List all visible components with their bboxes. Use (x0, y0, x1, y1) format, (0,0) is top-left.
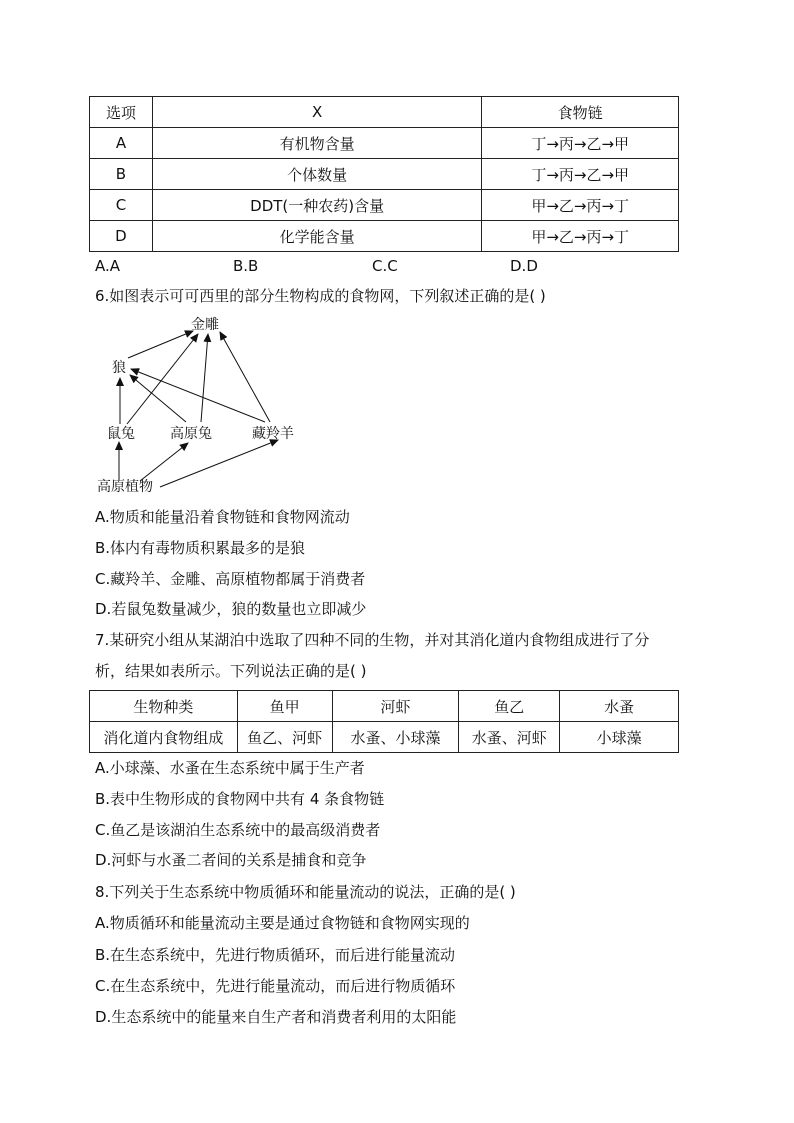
q7-question-line2: 析，结果如表所示。下列说法正确的是( ) (95, 662, 367, 680)
table-cell: 消化道内食物组成 (90, 722, 238, 753)
table-cell: DDT(一种农药)含量 (152, 190, 481, 221)
table-row (90, 722, 679, 753)
table-cell: 有机物含量 (152, 128, 481, 159)
table-cell: C (90, 190, 153, 221)
table-cell: 鱼乙、河虾 (237, 722, 332, 753)
table-header-cell: 生物种类 (90, 691, 238, 722)
table-row (90, 221, 679, 252)
table-cell: 小球藻 (560, 722, 679, 753)
table-header-row (90, 97, 679, 128)
node-antelope: 藏羚羊 (252, 426, 294, 442)
arrow-hare-eagle (201, 334, 208, 422)
table-cell: B (90, 159, 153, 190)
table-header-row (90, 691, 679, 722)
q8-option-c: C.在生态系统中，先进行能量流动，而后进行物质循环 (95, 977, 456, 995)
q7-table (89, 690, 679, 753)
table-cell: 甲→乙→丙→丁 (482, 221, 679, 252)
table-cell: D (90, 221, 153, 252)
q5-option-c: C.C (372, 257, 398, 275)
q7-option-d: D.河虾与水蚤二者间的关系是捕食和竞争 (95, 851, 367, 869)
q5-option-b: B.B (233, 257, 259, 275)
table-cell: 个体数量 (152, 159, 481, 190)
arrow-antelope-eagle (220, 332, 270, 422)
table-header-cell: X (152, 97, 481, 128)
q8-option-a: A.物质循环和能量流动主要是通过食物链和食物网实现的 (95, 914, 470, 932)
q7-question-line1: 7.某研究小组从某湖泊中选取了四种不同的生物，并对其消化道内食物组成进行了分 (95, 631, 650, 649)
table-cell: 化学能含量 (152, 221, 481, 252)
q5-table (89, 96, 679, 252)
q6-option-c: C.藏羚羊、金雕、高原植物都属于消费者 (95, 570, 366, 588)
node-pika: 鼠兔 (107, 426, 135, 442)
food-web-arrows (119, 331, 278, 487)
table-header-cell: 选项 (90, 97, 153, 128)
q6-question: 6.如图表示可可西里的部分生物构成的食物网，下列叙述正确的是( ) (95, 287, 546, 305)
table-cell: 丁→丙→乙→甲 (482, 159, 679, 190)
q7-option-c: C.鱼乙是该湖泊生态系统中的最高级消费者 (95, 821, 381, 839)
arrow-plant-hare (140, 443, 188, 481)
q6-option-a: A.物质和能量沿着食物链和食物网流动 (95, 508, 350, 526)
table-cell: 甲→乙→丙→丁 (482, 190, 679, 221)
q8-option-b: B.在生态系统中，先进行物质循环，而后进行能量流动 (95, 946, 456, 964)
table-cell: A (90, 128, 153, 159)
arrow-hare-wolf (130, 375, 186, 422)
node-hare: 高原兔 (170, 426, 212, 442)
node-eagle: 金雕 (191, 317, 219, 333)
q6-option-b: B.体内有毒物质积累最多的是狼 (95, 539, 306, 557)
arrow-plant-antelope (160, 440, 278, 487)
q8-question: 8.下列关于生态系统中物质循环和能量流动的说法，正确的是( ) (95, 883, 516, 901)
arrow-wolf-eagle (128, 331, 193, 358)
table-header-cell: 河虾 (332, 691, 459, 722)
table-header-cell: 水蚤 (560, 691, 679, 722)
table-row (90, 190, 679, 221)
node-wolf: 狼 (112, 360, 126, 376)
q6-option-d: D.若鼠兔数量减少，狼的数量也立即减少 (95, 600, 367, 618)
table-row (90, 159, 679, 190)
table-cell: 水蚤、小球藻 (332, 722, 459, 753)
q5-option-d: D.D (510, 257, 538, 275)
table-header-cell: 鱼乙 (459, 691, 560, 722)
table-cell: 丁→丙→乙→甲 (482, 128, 679, 159)
table-header-cell: 鱼甲 (237, 691, 332, 722)
table-cell: 水蚤、河虾 (459, 722, 560, 753)
table-row (90, 128, 679, 159)
q8-option-d: D.生态系统中的能量来自生产者和消费者利用的太阳能 (95, 1008, 457, 1026)
arrow-pika-eagle (127, 334, 198, 424)
q7-option-b: B.表中生物形成的食物网中共有 4 条食物链 (95, 790, 385, 808)
node-plant: 高原植物 (97, 479, 153, 495)
q7-option-a: A.小球藻、水蚤在生态系统中属于生产者 (95, 759, 365, 777)
food-web-diagram (0, 300, 400, 500)
q5-option-a: A.A (95, 257, 121, 275)
table-header-cell: 食物链 (482, 97, 679, 128)
